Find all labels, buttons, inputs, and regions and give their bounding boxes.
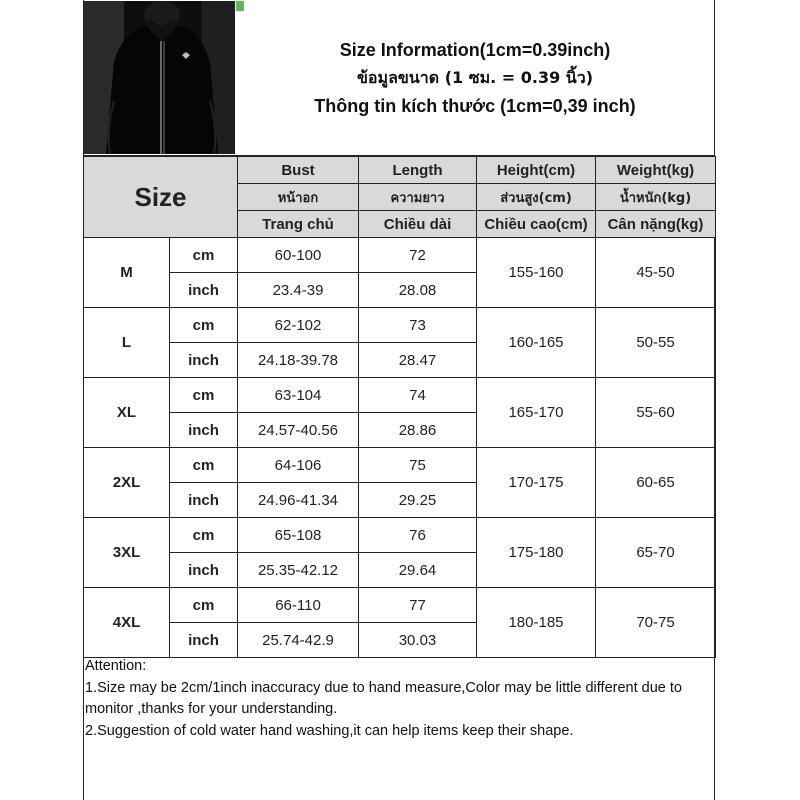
title-english: Size Information(1cm=0.39inch) bbox=[339, 40, 611, 60]
col-height-en: Height(cm) bbox=[477, 157, 596, 184]
size-label: L bbox=[84, 308, 170, 378]
weight-range: 60-65 bbox=[596, 448, 716, 518]
weight-range: 50-55 bbox=[596, 308, 716, 378]
table-row bbox=[84, 378, 716, 413]
size-label: 3XL bbox=[84, 518, 170, 588]
size-column-header: Size bbox=[84, 157, 238, 238]
attention-notes bbox=[85, 656, 713, 742]
col-length-en: Length bbox=[359, 157, 477, 184]
note-line-1: 1.Size may be 2cm/1inch inaccuracy due to hand measure,Color may be little different due to monitor ,thanks for your understanding. bbox=[85, 679, 682, 717]
unit-cm: cm bbox=[170, 448, 238, 483]
height-range: 170-175 bbox=[477, 448, 596, 518]
unit-inch: inch bbox=[170, 273, 238, 308]
col-length-th: ความยาว bbox=[359, 184, 477, 211]
size-label: 2XL bbox=[84, 448, 170, 518]
length-cm: 75 bbox=[359, 448, 477, 483]
unit-inch: inch bbox=[170, 553, 238, 588]
table-row bbox=[84, 518, 716, 553]
height-range: 180-185 bbox=[477, 588, 596, 658]
size-label: M bbox=[84, 238, 170, 308]
bust-cm: 62-102 bbox=[238, 308, 359, 343]
note-line-2: 2.Suggestion of cold water hand washing,it can help items keep their shape. bbox=[85, 722, 574, 739]
size-label: 4XL bbox=[84, 588, 170, 658]
weight-range: 45-50 bbox=[596, 238, 716, 308]
table-row bbox=[84, 448, 716, 483]
title-vietnamese: Thông tin kích thước (1cm=0,39 inch) bbox=[314, 96, 636, 116]
title-block bbox=[236, 0, 714, 156]
height-range: 175-180 bbox=[477, 518, 596, 588]
bust-cm: 66-110 bbox=[238, 588, 359, 623]
length-cm: 73 bbox=[359, 308, 477, 343]
bust-inch: 24.57-40.56 bbox=[238, 413, 359, 448]
length-cm: 76 bbox=[359, 518, 477, 553]
title-thai: ข้อมูลขนาด (1 ซม. = 0.39 นิ้ว) bbox=[356, 68, 594, 87]
length-cm: 77 bbox=[359, 588, 477, 623]
bust-inch: 23.4-39 bbox=[238, 273, 359, 308]
bust-inch: 25.74-42.9 bbox=[238, 623, 359, 658]
unit-cm: cm bbox=[170, 308, 238, 343]
length-inch: 29.64 bbox=[359, 553, 477, 588]
length-cm: 74 bbox=[359, 378, 477, 413]
col-length-vi: Chiều dài bbox=[359, 211, 477, 238]
table-row bbox=[84, 238, 716, 273]
size-label: XL bbox=[84, 378, 170, 448]
unit-cm: cm bbox=[170, 518, 238, 553]
bust-inch: 24.96-41.34 bbox=[238, 483, 359, 518]
unit-inch: inch bbox=[170, 413, 238, 448]
product-photo bbox=[84, 1, 235, 154]
height-range: 155-160 bbox=[477, 238, 596, 308]
unit-cm: cm bbox=[170, 378, 238, 413]
height-range: 165-170 bbox=[477, 378, 596, 448]
col-weight-vi: Cân nặng(kg) bbox=[596, 211, 716, 238]
bust-inch: 25.35-42.12 bbox=[238, 553, 359, 588]
bust-cm: 65-108 bbox=[238, 518, 359, 553]
col-bust-vi: Trang chủ bbox=[238, 211, 359, 238]
unit-inch: inch bbox=[170, 343, 238, 378]
col-weight-th: น้ำหนัก(kg) bbox=[596, 184, 716, 211]
size-table bbox=[83, 156, 716, 658]
weight-range: 65-70 bbox=[596, 518, 716, 588]
col-bust-th: หน้าอก bbox=[238, 184, 359, 211]
length-inch: 28.47 bbox=[359, 343, 477, 378]
notes-heading: Attention: bbox=[85, 658, 147, 674]
col-weight-en: Weight(kg) bbox=[596, 157, 716, 184]
length-inch: 28.08 bbox=[359, 273, 477, 308]
col-height-th: ส่วนสูง(cm) bbox=[477, 184, 596, 211]
unit-cm: cm bbox=[170, 238, 238, 273]
jacket-image bbox=[84, 1, 235, 154]
weight-range: 70-75 bbox=[596, 588, 716, 658]
length-inch: 30.03 bbox=[359, 623, 477, 658]
bust-cm: 60-100 bbox=[238, 238, 359, 273]
bust-inch: 24.18-39.78 bbox=[238, 343, 359, 378]
length-inch: 29.25 bbox=[359, 483, 477, 518]
bust-cm: 63-104 bbox=[238, 378, 359, 413]
unit-inch: inch bbox=[170, 483, 238, 518]
table-row bbox=[84, 588, 716, 623]
weight-range: 55-60 bbox=[596, 378, 716, 448]
length-cm: 72 bbox=[359, 238, 477, 273]
unit-cm: cm bbox=[170, 588, 238, 623]
table-row bbox=[84, 308, 716, 343]
col-height-vi: Chiều cao(cm) bbox=[477, 211, 596, 238]
bust-cm: 64-106 bbox=[238, 448, 359, 483]
unit-inch: inch bbox=[170, 623, 238, 658]
length-inch: 28.86 bbox=[359, 413, 477, 448]
col-bust-en: Bust bbox=[238, 157, 359, 184]
height-range: 160-165 bbox=[477, 308, 596, 378]
